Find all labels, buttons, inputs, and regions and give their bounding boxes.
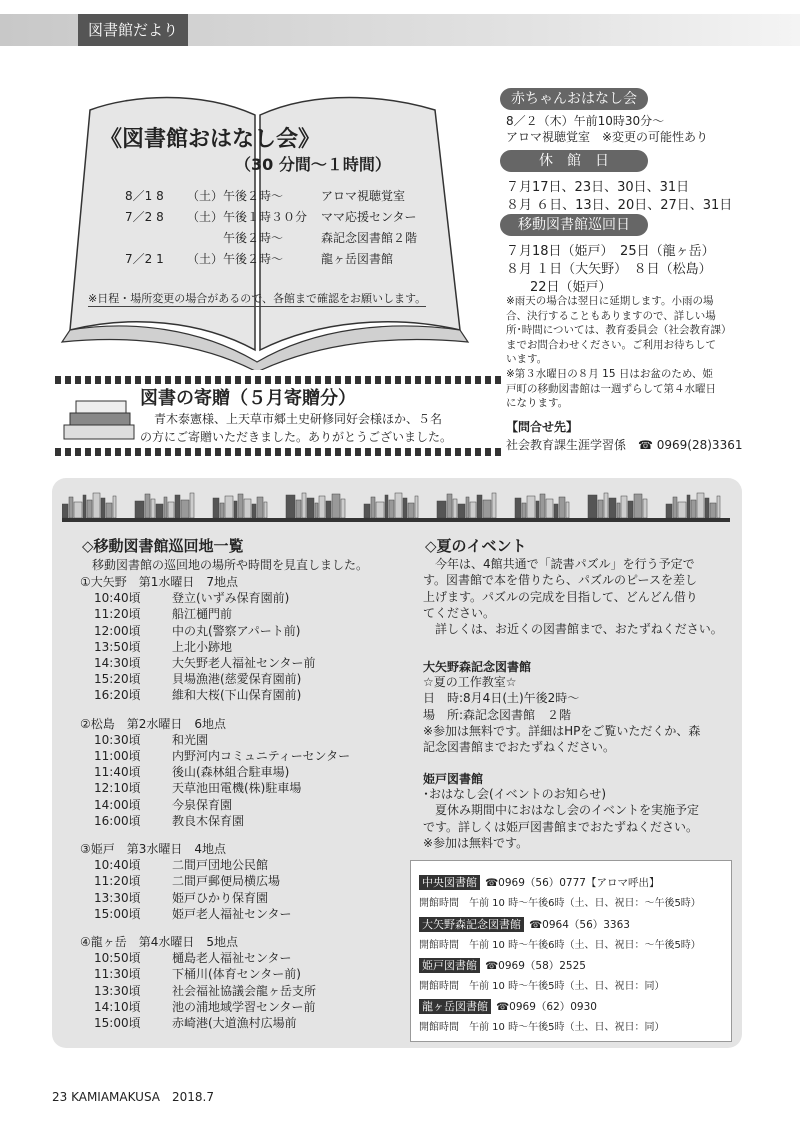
schedule-row bbox=[125, 249, 441, 270]
note-line: 合、決行することもありますので、詳しい場 bbox=[506, 309, 716, 322]
stop-time: 15:20頃 bbox=[94, 672, 141, 687]
contact-central bbox=[419, 871, 701, 909]
stop-time: 11:20頃 bbox=[94, 607, 141, 622]
baby-line2: アロマ視聴覚室 ※変更の可能性あり bbox=[506, 130, 709, 144]
route-stop bbox=[80, 797, 400, 813]
route-intro: 移動図書館の巡回地の場所や時間を見直しました。 bbox=[92, 558, 369, 572]
schedule-day: （土） bbox=[187, 252, 224, 266]
donation-line1: 青木泰憲様、上天草市郷土史研修同好会様ほか、５名 bbox=[154, 412, 443, 426]
stop-time: 14:10頃 bbox=[94, 999, 141, 1014]
stop-place: 姫戸ひかり保育園 bbox=[172, 890, 269, 905]
contact-tel: ☎0969（58）2525 bbox=[485, 960, 586, 972]
closed-line1: ７月17日、23日、30日、31日 bbox=[506, 180, 690, 195]
contact-hours: 開館時間 午前 10 時～午後6時（土、日、祝日：～午後5時） bbox=[419, 898, 701, 909]
stop-place: 姫戸老人福祉センター bbox=[172, 906, 292, 921]
stop-time: 10:50頃 bbox=[94, 951, 141, 966]
contact-name: 龍ヶ岳図書館 bbox=[419, 999, 491, 1014]
stop-time: 11:00頃 bbox=[94, 749, 141, 764]
route-list bbox=[80, 574, 400, 1031]
stop-time: 15:00頃 bbox=[94, 906, 141, 921]
himedo-line: 夏休み期間中におはなし会のイベントを実施予定 bbox=[435, 803, 700, 818]
contact-name: 大矢野森記念図書館 bbox=[419, 917, 524, 932]
stop-place: 池の浦地域学習センター前 bbox=[172, 999, 316, 1014]
note-line: までお問合わせください。ご利用お待ちして bbox=[506, 338, 716, 351]
stop-place: 船江樋門前 bbox=[172, 607, 233, 622]
stop-time: 10:40頃 bbox=[94, 591, 141, 606]
route-stop bbox=[80, 999, 400, 1015]
stop-time: 14:00頃 bbox=[94, 797, 141, 812]
schedule-date: 8／1 8 bbox=[125, 189, 164, 203]
story-subtitle: （30 分間～１時間） bbox=[235, 155, 391, 174]
route-group-heading: ③姫戸 第3水曜日 4地点 bbox=[80, 842, 227, 857]
schedule-place: 龍ヶ岳図書館 bbox=[321, 252, 394, 266]
route-stop bbox=[80, 590, 400, 606]
route-stop bbox=[80, 732, 400, 748]
stop-time: 10:40頃 bbox=[94, 858, 141, 873]
stop-time: 12:10頃 bbox=[94, 781, 141, 796]
route-stop bbox=[80, 983, 400, 999]
note-line: になります。 bbox=[506, 397, 569, 410]
stop-time: 13:50頃 bbox=[94, 639, 141, 654]
donation-line2: の方にご寄贈いただきました。ありがとうございました。 bbox=[140, 430, 453, 444]
summer-line: 今年は、4館共通で「読書パズル」を行う予定で bbox=[435, 557, 695, 571]
route-stop bbox=[80, 890, 400, 906]
stop-place: 教良木保育園 bbox=[172, 813, 245, 828]
summer-line: 詳しくは、お近くの図書館まで、おたずねください。 bbox=[435, 622, 723, 637]
stop-time: 14:30頃 bbox=[94, 656, 141, 671]
schedule-place: 森記念図書館２階 bbox=[321, 231, 418, 245]
inquiry-text: 社会教育課生涯学習係 ☎ 0969(28)3361 bbox=[506, 438, 743, 452]
mobile-line3: 22日（姫戸） bbox=[530, 280, 612, 295]
mobile-notes bbox=[506, 294, 732, 411]
page-footer: 23 KAMIAMAKUSA 2018.7 bbox=[52, 1090, 214, 1104]
stop-place: 二間戸郵便局横広場 bbox=[172, 874, 281, 889]
summer-line: てください。 bbox=[423, 605, 496, 620]
route-title: ◇移動図書館巡回地一覧 bbox=[82, 537, 244, 555]
wave-divider-top bbox=[55, 376, 505, 384]
route-stop bbox=[80, 748, 400, 764]
contact-himedo bbox=[419, 954, 664, 992]
mobile-line1: ７月18日（姫戸） 25日（龍ヶ岳） bbox=[506, 244, 715, 259]
himedo-details bbox=[423, 786, 699, 851]
stop-place: 下桶川(体育センター前) bbox=[172, 967, 301, 982]
section-tab: 図書館だより bbox=[78, 14, 188, 46]
schedule-date: 7／2 8 bbox=[125, 210, 164, 224]
contact-name: 姫戸図書館 bbox=[419, 958, 480, 973]
summer-title: ◇夏のイベント bbox=[425, 537, 527, 555]
stop-place: 上北小跡地 bbox=[172, 639, 233, 654]
schedule-place: ママ応援センター bbox=[321, 210, 417, 224]
stop-place: 中の丸(警察アパート前) bbox=[172, 623, 301, 638]
contact-tel: ☎0969（62）0930 bbox=[496, 1001, 597, 1013]
schedule-row bbox=[125, 207, 441, 228]
schedule-place: アロマ視聴覚室 bbox=[321, 189, 406, 203]
route-group-heading: ②松島 第2水曜日 6地点 bbox=[80, 716, 227, 731]
stop-time: 11:40頃 bbox=[94, 765, 141, 780]
schedule-row bbox=[125, 228, 441, 249]
route-stop bbox=[80, 687, 400, 703]
route-stop bbox=[80, 606, 400, 622]
oyano-line: ☆夏の工作教室☆ bbox=[423, 675, 517, 689]
stop-place: 二間戸団地公民館 bbox=[172, 858, 269, 873]
schedule-day: （土） bbox=[187, 189, 224, 203]
stop-time: 13:30頃 bbox=[94, 890, 141, 905]
note-line: ※第３水曜日の８月 15 日はお盆のため、姫 bbox=[506, 367, 713, 380]
oyano-line: 日 時:8月4日(土)午後2時～ bbox=[423, 691, 580, 706]
note-line: 戸町の移動図書館は一週ずらして第４水曜日 bbox=[506, 382, 716, 395]
book-stack-icon bbox=[58, 395, 138, 443]
route-stop bbox=[80, 857, 400, 873]
route-stop bbox=[80, 623, 400, 639]
schedule-time: 午後１時３０分 bbox=[223, 210, 308, 224]
route-stop bbox=[80, 906, 400, 922]
contact-hours: 開館時間 午前 10 時～午後6時（土、日、祝日：～午後5時） bbox=[419, 940, 701, 951]
route-stop bbox=[80, 780, 400, 796]
story-note: ※日程・場所変更の場合があるので、各館まで確認をお願いします。 bbox=[88, 292, 427, 305]
stop-place: 赤崎港(大道漁村広場前 bbox=[172, 1016, 297, 1031]
stop-time: 11:30頃 bbox=[94, 967, 141, 982]
stop-place: 登立(いずみ保育園前) bbox=[172, 591, 290, 606]
story-title: 《図書館おはなし会》 bbox=[100, 127, 321, 152]
route-stop bbox=[80, 655, 400, 671]
stop-place: 大矢野老人福祉センター前 bbox=[172, 656, 316, 671]
stop-place: 天草池田電機(株)駐車場 bbox=[172, 781, 302, 796]
contact-hours: 開館時間 午前 10 時～午後5時（土、日、祝日：同） bbox=[419, 981, 665, 992]
note-line: います。 bbox=[506, 353, 548, 366]
oyano-heading: 大矢野森記念図書館 bbox=[423, 660, 532, 674]
route-stop bbox=[80, 639, 400, 655]
contact-tel: ☎0964（56）3363 bbox=[529, 919, 630, 931]
route-group-heading: ④龍ヶ岳 第4水曜日 5地点 bbox=[80, 935, 239, 950]
schedule-row bbox=[125, 186, 441, 207]
oyano-line: 場 所:森記念図書館 ２階 bbox=[423, 707, 572, 722]
stop-place: 和光園 bbox=[172, 732, 209, 747]
route-stop bbox=[80, 764, 400, 780]
donation-title: 図書の寄贈（５月寄贈分） bbox=[140, 388, 356, 409]
mobile-line2: ８月 １日（大矢野） ８日（松島） bbox=[506, 262, 712, 277]
schedule-date: 7／2 1 bbox=[125, 252, 164, 266]
stop-place: 内野河内コミュニティーセンター bbox=[172, 749, 351, 764]
route-stop bbox=[80, 950, 400, 966]
schedule-time: 午後２時～ bbox=[223, 189, 284, 203]
himedo-heading: 姫戸図書館 bbox=[423, 772, 484, 786]
stop-place: 後山(森林組合駐車場) bbox=[172, 765, 290, 780]
inquiry-label: 【問合せ先】 bbox=[506, 420, 579, 434]
stop-time: 13:30頃 bbox=[94, 983, 141, 998]
route-stop bbox=[80, 873, 400, 889]
schedule-time: 午後２時～ bbox=[223, 231, 284, 245]
contact-oyano bbox=[419, 913, 701, 951]
oyano-line: ※参加は無料です。詳細はHPをご覧いただくか、森 bbox=[423, 723, 701, 738]
contact-name: 中央図書館 bbox=[419, 875, 480, 890]
summer-line: 上げます。パズルの完成を目指して、どんどん借り bbox=[423, 589, 698, 604]
stop-time: 12:00頃 bbox=[94, 623, 141, 638]
stop-time: 11:20頃 bbox=[94, 874, 141, 889]
note-line: 所･時間については、教育委員会（社会教育課） bbox=[506, 324, 732, 337]
stop-place: 樋島老人福祉センター bbox=[172, 951, 292, 966]
stop-time: 10:30頃 bbox=[94, 732, 141, 747]
stop-time: 16:20頃 bbox=[94, 688, 141, 703]
oyano-details bbox=[423, 674, 700, 755]
himedo-line: ･おはなし会(イベントのお知らせ) bbox=[423, 787, 607, 801]
bookshelf-decoration bbox=[62, 492, 730, 522]
mobile-days-label: 移動図書館巡回日 bbox=[500, 214, 648, 236]
contact-ryugatake bbox=[419, 995, 664, 1033]
oyano-line: 記念図書館までおたずねください。 bbox=[423, 740, 616, 755]
closed-line2: ８月 ６日、13日、20日、27日、31日 bbox=[506, 198, 733, 213]
route-stop bbox=[80, 671, 400, 687]
stop-place: 維和大桜(下山保育園前) bbox=[172, 688, 302, 703]
route-stop bbox=[80, 966, 400, 982]
summer-line: す。図書館で本を借りたら、パズルのピースを差し bbox=[423, 573, 697, 588]
contact-hours: 開館時間 午前 10 時～午後5時（土、日、祝日：同） bbox=[419, 1022, 665, 1033]
route-stop bbox=[80, 1015, 400, 1031]
schedule-day: （土） bbox=[187, 210, 224, 224]
contact-tel: ☎0969（56）0777【アロマ呼出】 bbox=[485, 877, 660, 889]
library-contacts bbox=[410, 860, 732, 1042]
stop-place: 今泉保育園 bbox=[172, 797, 233, 812]
baby-line1: 8／２（木）午前10時30分～ bbox=[506, 114, 665, 128]
summer-intro bbox=[423, 556, 723, 637]
story-schedule bbox=[125, 186, 441, 270]
note-line: ※雨天の場合は翌日に延期します。小雨の場 bbox=[506, 295, 714, 307]
stop-place: 社会福祉協議会龍ヶ岳支所 bbox=[172, 983, 317, 998]
stop-time: 16:00頃 bbox=[94, 813, 141, 828]
baby-story-label: 赤ちゃんおはなし会 bbox=[500, 88, 648, 110]
himedo-line: です。詳しくは姫戸図書館までおたずねください。 bbox=[423, 819, 699, 834]
stop-time: 15:00頃 bbox=[94, 1016, 141, 1031]
route-group-heading: ①大矢野 第1水曜日 7地点 bbox=[80, 575, 239, 589]
route-stop bbox=[80, 813, 400, 829]
himedo-line: ※参加は無料です。 bbox=[423, 835, 529, 850]
wave-divider-bottom bbox=[55, 448, 505, 456]
schedule-time: 午後２時～ bbox=[223, 252, 284, 266]
closed-days-label: 休 館 日 bbox=[500, 150, 648, 172]
stop-place: 貝場漁港(慈愛保育園前) bbox=[172, 672, 302, 687]
